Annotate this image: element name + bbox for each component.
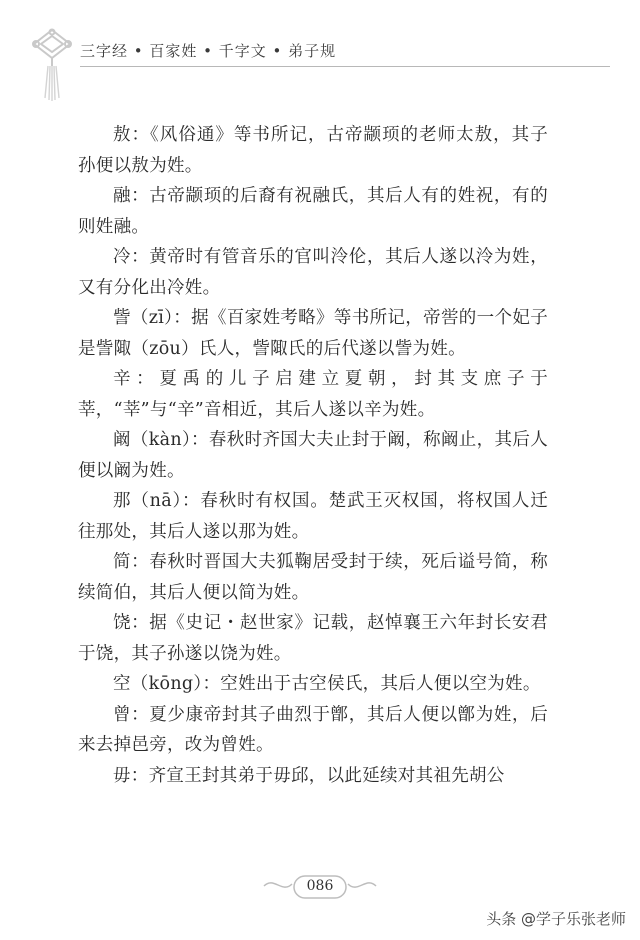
entry-rao: 饶：据《史记・赵世家》记载，赵悼襄王六年封长安君于饶，其子孙遂以饶为姓。 [78,613,548,664]
entry-wu: 毋：齐宣王封其弟于毋邱，以此延续对其祖先胡公 [113,765,505,786]
page-footer [0,872,640,940]
entry-kan: 阚（kàn）：春秋时齐国大夫止封于阚，称阚止，其后人便以阚为姓。 [78,430,548,481]
entry-kong: 空（kōng）：空姓出于古空侯氏，其后人便以空为姓。 [113,674,541,694]
entry-xin: 辛：夏禹的儿子启建立夏朝，封其支庶子于莘，“莘”与“辛”音相近，其后人遂以辛为姓。 [78,369,548,420]
entry-rong: 融：古帝颛顼的后裔有祝融氏，其后人有的姓祝，有的则姓融。 [78,186,548,237]
entry-leng: 冷：黄帝时有管音乐的官叫泠伦，其后人遂以泠为姓，又有分化出冷姓。 [78,247,548,298]
entry-na: 那（nā）：春秋时有权国。楚武王灭权国，将权国人迁往那处，其后人遂以那为姓。 [78,491,548,542]
page-number: 086 [306,878,334,894]
header-divider [80,66,610,67]
entry-ao: 敖：《风俗通》等书所记，古帝颛顼的老师太敖，其子孙便以敖为姓。 [78,125,548,176]
page-body [78,120,548,791]
entry-zeng: 曾：夏少康帝封其子曲烈于鄫，其后人便以鄫为姓，后来去掉邑旁，改为曾姓。 [78,704,548,755]
chinese-knot-icon [30,28,74,102]
entry-jian: 简：春秋时晋国大夫狐鞠居受封于续，死后谥号简，称续简伯，其后人便以简为姓。 [78,552,548,603]
header-title: 三字经 • 百家姓 • 千字文 • 弟子规 [80,42,337,60]
page-header [0,0,640,100]
source-watermark: 头条 @学子乐张老师 [486,910,626,928]
entry-zi: 訾（zī）：据《百家姓考略》等书所记，帝喾的一个妃子是訾陬（zōu）氏人，訾陬氏的后代遂以訾为姓。 [78,308,548,359]
